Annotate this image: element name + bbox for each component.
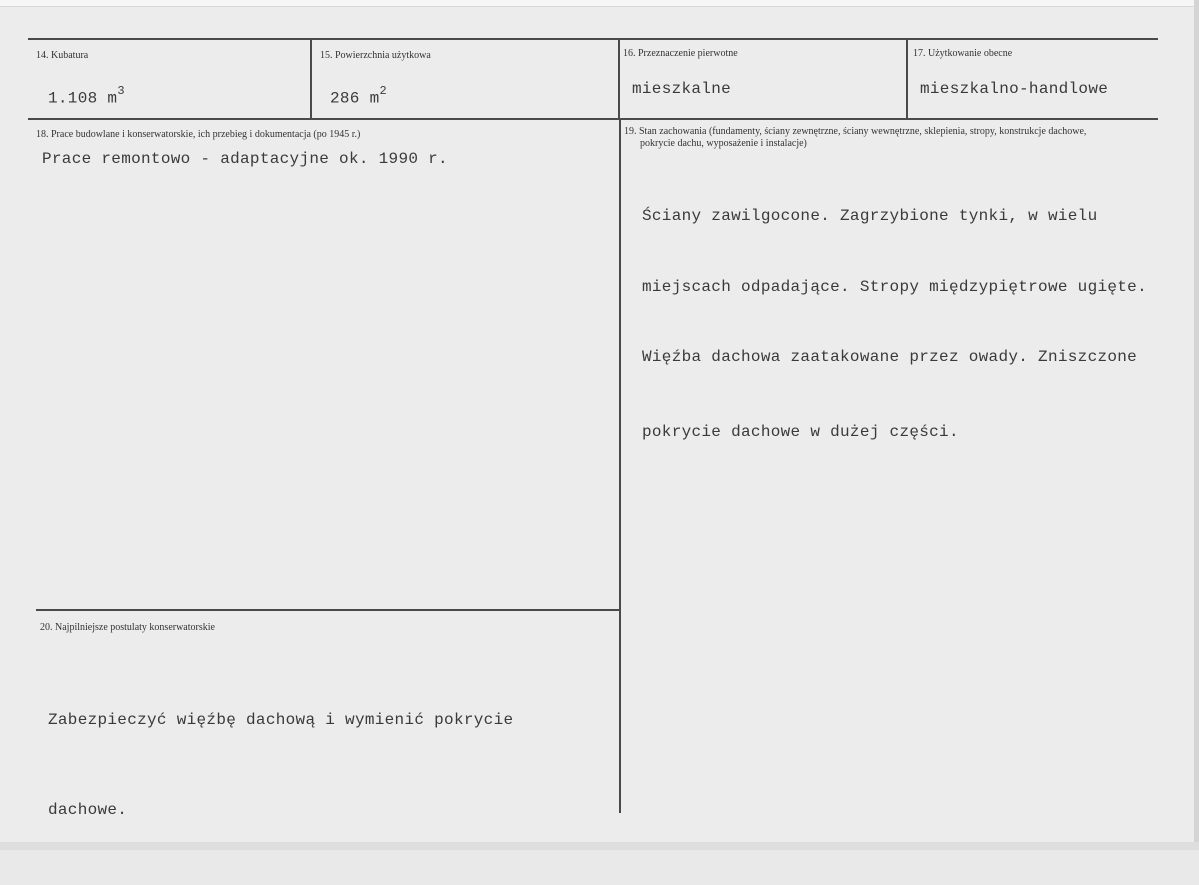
stan-zachowania-line: pokrycie dachowe w dużej części. xyxy=(642,422,959,441)
stan-zachowania-line: Ściany zawilgocone. Zagrzybione tynki, w wielu xyxy=(642,207,1098,225)
uzytkowanie-value: mieszkalno-handlowe xyxy=(920,80,1109,98)
przeznaczenie-label: 16. Przeznaczenie pierwotne xyxy=(623,48,738,59)
card-top-edge xyxy=(0,0,1199,7)
card-right-edge xyxy=(1194,0,1199,850)
kubatura-unit-exponent: 3 xyxy=(117,84,125,98)
kubatura-number: 1.108 m xyxy=(48,89,118,108)
divider-18-19 xyxy=(619,119,621,813)
powierzchnia-number: 286 m xyxy=(330,89,380,108)
top-border-line xyxy=(28,38,1158,40)
stan-zachowania-line: miejscach odpadające. Stropy międzypiętrowe ugięte. xyxy=(642,277,1147,296)
postulaty-line: Zabezpieczyć więźbę dachową i wymienić pokrycie xyxy=(48,711,514,729)
kubatura-label: 14. Kubatura xyxy=(36,50,89,61)
powierzchnia-value xyxy=(330,86,387,107)
divider-14-15 xyxy=(310,39,312,119)
stan-zachowania-text xyxy=(642,158,1147,491)
stan-zachowania-label-line2: pokrycie dachu, wyposażenie i instalacje) xyxy=(640,138,807,149)
stan-zachowania-label-line1: 19. Stan zachowania (fundamenty, ściany zewnętrzne, ściany wewnętrzne, sklepienia, stropy, konstrukcje dachowe, xyxy=(624,126,1087,137)
przeznaczenie-value: mieszkalne xyxy=(632,80,732,98)
stan-zachowania-line: Więźba dachowa zaatakowane przez owady. Zniszczone xyxy=(642,348,1138,366)
kubatura-value xyxy=(48,86,125,107)
row1-bottom-line xyxy=(28,118,1158,120)
divider-15-16 xyxy=(618,39,620,119)
powierzchnia-unit-exponent: 2 xyxy=(379,84,388,98)
prace-budowlane-value: Prace remontowo - adaptacyjne ok. 1990 r. xyxy=(42,150,448,168)
uzytkowanie-label: 17. Użytkowanie obecne xyxy=(913,48,1013,59)
postulaty-text xyxy=(48,645,513,885)
postulaty-line: dachowe. xyxy=(48,801,128,819)
powierzchnia-label: 15. Powierzchnia użytkowa xyxy=(320,50,431,61)
prace-budowlane-label: 18. Prace budowlane i konserwatorskie, ich przebieg i dokumentacja (po 1945 r.) xyxy=(36,129,361,140)
postulaty-label: 20. Najpilniejsze postulaty konserwatorskie xyxy=(40,622,215,633)
divider-16-17 xyxy=(906,39,908,119)
section18-bottom-line xyxy=(36,609,621,611)
